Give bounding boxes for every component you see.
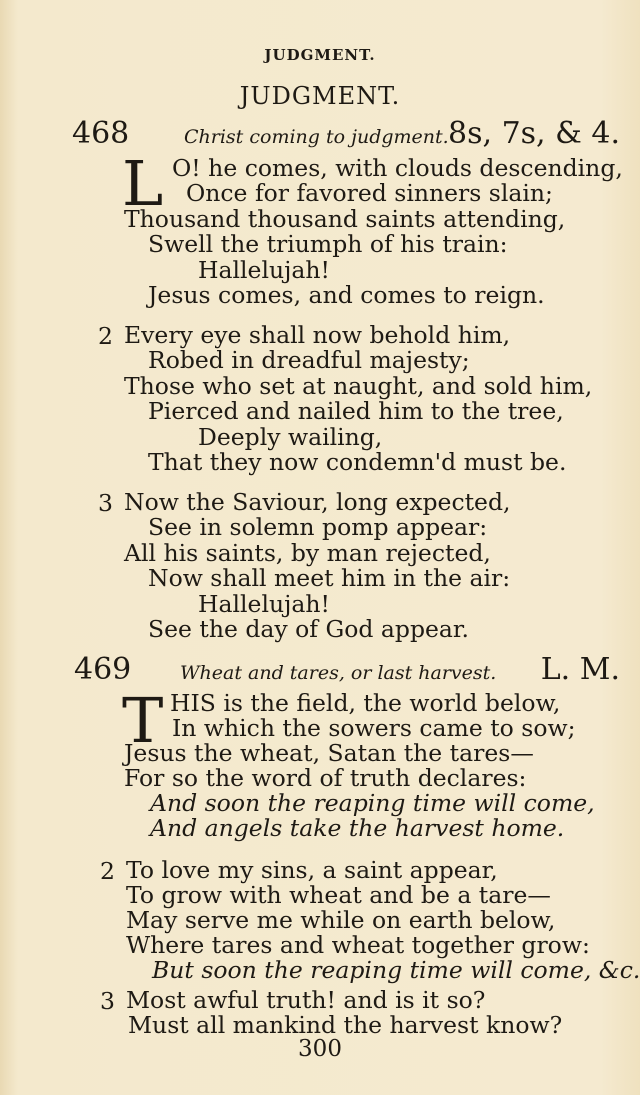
hymn-468-v2-line-4: Pierced and nailed him to the tree, bbox=[148, 397, 564, 425]
hymn-469-v1-line-5: And soon the reaping time will come, bbox=[150, 789, 595, 817]
hymn-468-v3-number: 3 bbox=[98, 489, 113, 517]
hymn-468-v2-line-1: Every eye shall now behold him, bbox=[124, 321, 511, 349]
hymn-469-v1-line-1: HIS is the field, the world below, bbox=[170, 689, 561, 717]
hymn-468-v2-line-5: Deeply wailing, bbox=[198, 423, 383, 451]
hymn-468-v1-line-2: Once for favored sinners slain; bbox=[186, 179, 553, 207]
hymn-468-v2-line-2: Robed in dreadful majesty; bbox=[148, 346, 470, 374]
hymn-469-v1-line-2: In which the sowers came to sow; bbox=[172, 714, 576, 742]
hymn-468-meter: 8s, 7s, & 4. bbox=[448, 116, 620, 151]
hymn-468-v2-line-3: Those who set at naught, and sold him, bbox=[124, 372, 593, 400]
hymn-468-number: 468 bbox=[72, 116, 130, 151]
running-head: JUDGMENT. bbox=[264, 46, 376, 64]
hymn-469-v1-line-6: And angels take the harvest home. bbox=[150, 814, 565, 842]
hymn-469-v3-number: 3 bbox=[100, 987, 115, 1015]
hymn-469-v2-line-5: But soon the reaping time will come, &c. bbox=[152, 956, 640, 984]
hymn-468-v2-line-6: That they now condemn'd must be. bbox=[148, 448, 567, 476]
page-number: 300 bbox=[298, 1036, 342, 1062]
section-title: JUDGMENT. bbox=[239, 82, 401, 110]
hymn-468-v1-line-3: Thousand thousand saints attending, bbox=[124, 205, 566, 233]
hymn-469-v2-line-3: May serve me while on earth below, bbox=[126, 906, 556, 934]
hymn-468-v3-line-6: See the day of God appear. bbox=[148, 615, 470, 643]
hymn-469-v2-line-2: To grow with wheat and be a tare— bbox=[126, 881, 551, 909]
hymn-469-v2-line-1: To love my sins, a saint appear, bbox=[126, 856, 498, 884]
hymn-469-drop-cap: T bbox=[122, 684, 164, 757]
hymn-468-v1-line-6: Jesus comes, and comes to reign. bbox=[148, 281, 545, 309]
hymn-469-v1-line-3: Jesus the wheat, Satan the tares— bbox=[124, 739, 534, 767]
hymn-468-v3-line-5: Hallelujah! bbox=[198, 590, 330, 618]
hymn-468-drop-cap: L bbox=[122, 147, 164, 220]
hymn-469-v1-line-4: For so the word of truth declares: bbox=[124, 764, 527, 792]
hymn-468-v1-line-1: O! he comes, with clouds descending, bbox=[172, 154, 623, 182]
hymn-469-v3-line-1: Most awful truth! and is it so? bbox=[126, 986, 486, 1014]
hymn-469-v2-line-4: Where tares and wheat together grow: bbox=[126, 931, 590, 959]
hymn-468-v3-line-4: Now shall meet him in the air: bbox=[148, 564, 511, 592]
hymn-468-v3-line-1: Now the Saviour, long expected, bbox=[124, 488, 511, 516]
hymn-468-title: Christ coming to judgment. bbox=[184, 126, 449, 148]
hymn-468-v1-line-5: Hallelujah! bbox=[198, 256, 330, 284]
hymn-468-v1-line-4: Swell the triumph of his train: bbox=[148, 230, 508, 258]
hymn-468-v3-line-2: See in solemn pomp appear: bbox=[148, 513, 488, 541]
hymn-468-v2-number: 2 bbox=[98, 322, 113, 350]
hymn-469-title: Wheat and tares, or last harvest. bbox=[180, 662, 497, 684]
hymn-469-v3-line-2: Must all mankind the harvest know? bbox=[128, 1011, 563, 1039]
hymn-469-number: 469 bbox=[74, 652, 132, 687]
hymn-469-meter: L. M. bbox=[540, 652, 620, 687]
hymn-469-v2-number: 2 bbox=[100, 857, 115, 885]
hymn-468-v3-line-3: All his saints, by man rejected, bbox=[124, 539, 491, 567]
